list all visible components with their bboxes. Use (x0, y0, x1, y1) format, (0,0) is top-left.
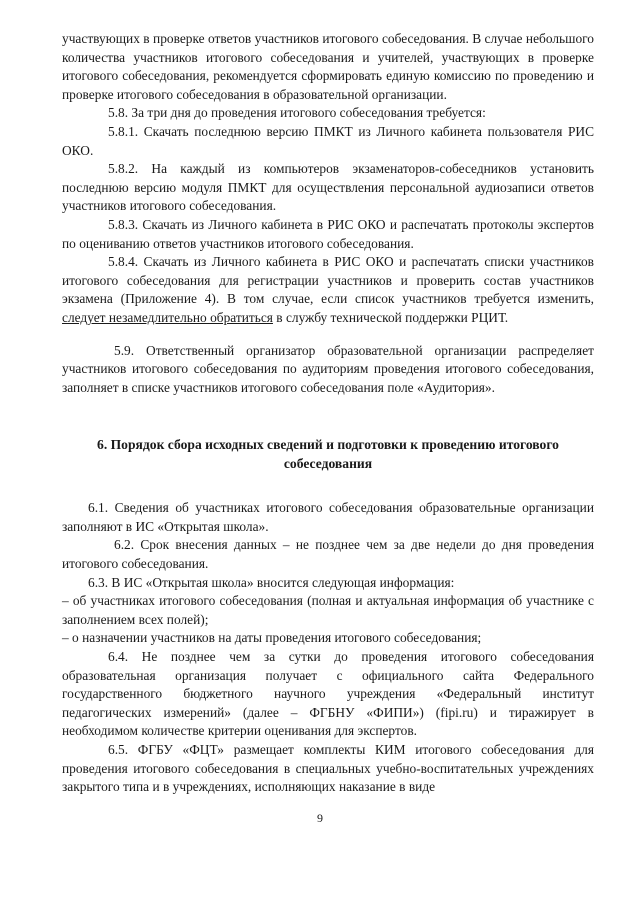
paragraph-6-3: 6.3. В ИС «Открытая школа» вносится следующая информация: (88, 574, 455, 590)
paragraph-commission: участвующих в проверке ответов участников итогового собеседования. В случае небольшого количества участников итогового собеседования и учителей, участвующих в проверке итогового собеседования, рекомендуется сформировать единую комиссию по проведению и проверке итогового собеседования в образовательной организации. (62, 31, 594, 102)
paragraph-6-4: 6.4. Не позднее чем за сутки до проведения итогового собеседования образовательная организация получает с официального сайта Федерального государственного бюджетного научного учреждения «Федеральный институт педагогических измерений» (далее – ФГБНУ «ФИПИ») (fipi.ru) и тиражирует в необходимом количестве критерии оценивания для экспертов. (62, 649, 594, 739)
spacer (62, 328, 594, 342)
paragraph-6-2: 6.2. Срок внесения данных – не позднее чем за две недели до дня проведения итогового собеседования. (62, 537, 594, 572)
paragraph-5-8-3: 5.8.3. Скачать из Личного кабинета в РИС ОКО и распечатать протоколы экспертов по оцениванию ответов участников итогового собеседования. (62, 216, 594, 251)
paragraph-5-9: 5.9. Ответственный организатор образовательной организации распределяет участников итогового собеседования по аудиториям проведения итогового собеседования, заполняет в списке участников итогового собеседования поле «Аудитория». (62, 342, 594, 395)
section-heading: 6. Порядок сбора исходных сведений и подготовки к проведению итогового собеседования (97, 437, 559, 472)
paragraph-5-8-1: 5.8.1. Скачать последнюю версию ПМКТ из Личного кабинета пользователя РИС ОКО. (62, 123, 594, 158)
text-5-8-4-underlined: следует незамедлительно обратиться (62, 309, 273, 325)
list-item-dates: – о назначении участников на даты проведения итогового собеседования; (62, 630, 482, 646)
paragraph-6-5: 6.5. ФГБУ «ФЦТ» размещает комплекты КИМ итогового собеседования для проведения итогового собеседования в специальных учебно-воспитательных учреждениях закрытого типа и в учреждениях, исполняющих наказание в виде (62, 742, 594, 795)
paragraph-5-8-2: 5.8.2. На каждый из компьютеров экзаменаторов-собеседников установить последнюю версию модуля ПМКТ для осуществления персональной аудиозаписи ответов участников итогового собеседования. (62, 161, 594, 214)
page-number: 9 (317, 811, 323, 825)
paragraph-6-1: 6.1. Сведения об участниках итогового собеседования образовательные организации заполняют в ИС «Открытая школа». (62, 500, 594, 534)
text-5-8-4-start: 5.8.4. Скачать из Личного кабинета в РИС ОКО и распечатать списки участников итогового собеседования для регистрации участников и проверить состав участников экзамена (Приложение 4). В том случае, если список участников требуется изменить, (62, 254, 594, 307)
paragraph-5-8: 5.8. За три дня до проведения итогового собеседования требуется: (108, 105, 486, 121)
text-5-8-4-end: в службу технической поддержки РЦИТ. (272, 309, 509, 325)
paragraph-5-8-4 (62, 253, 594, 327)
list-item-participants: – об участниках итогового собеседования (полная и актуальная информация об участнике с заполнением всех полей); (62, 593, 594, 627)
document-page (62, 30, 594, 797)
